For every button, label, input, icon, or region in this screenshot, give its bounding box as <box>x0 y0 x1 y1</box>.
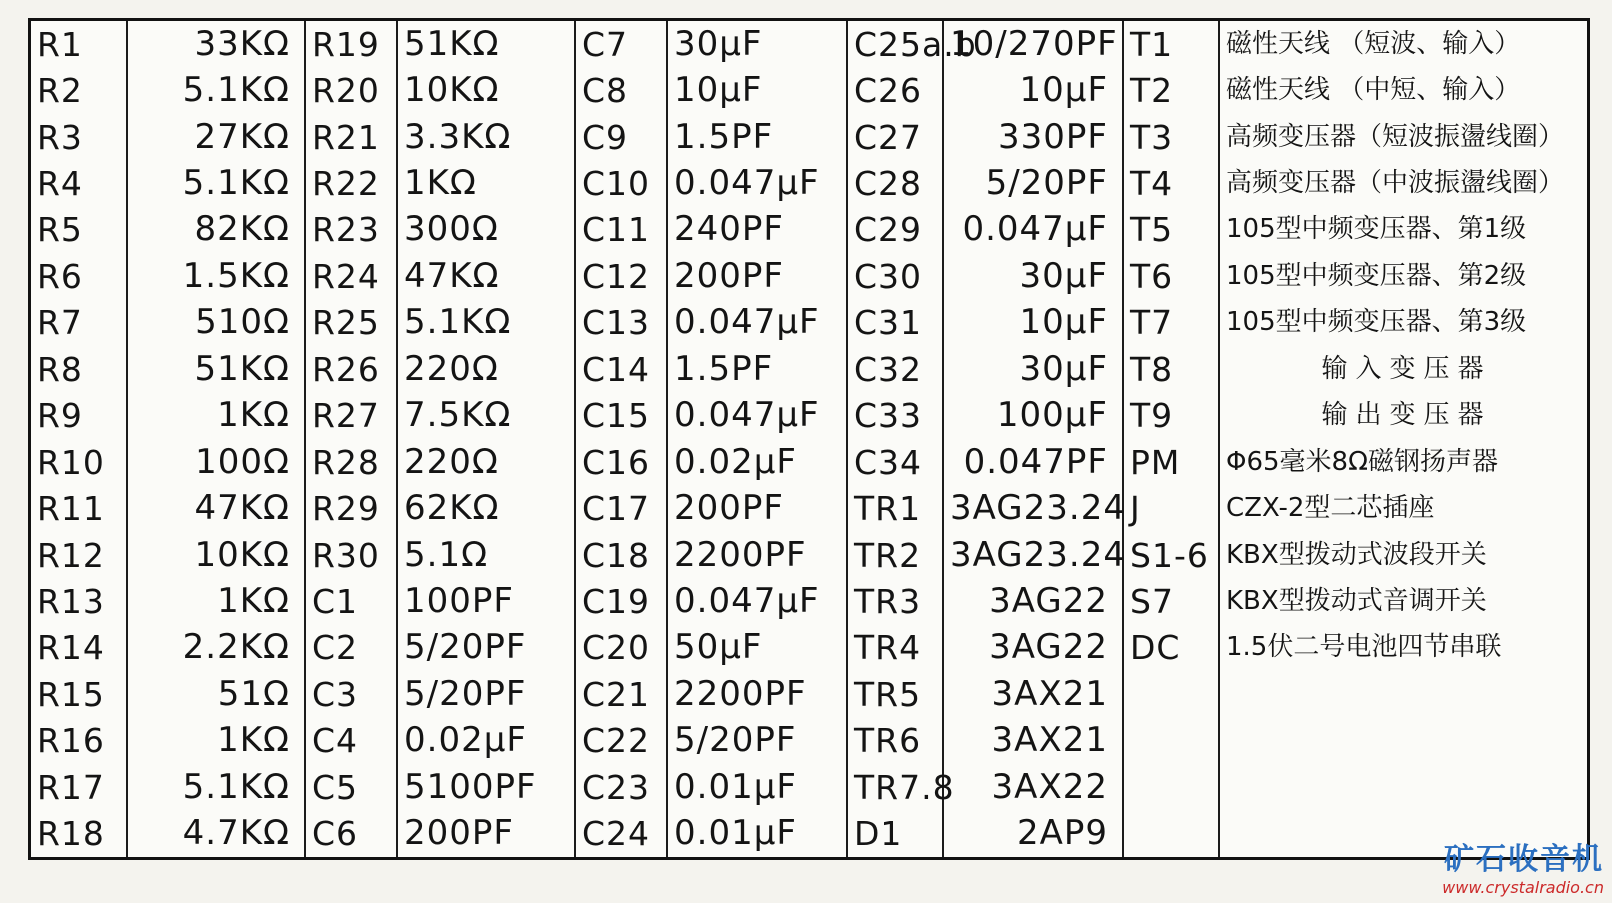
part-value: 4.7KΩ <box>127 810 305 857</box>
part-description: 磁性天线 （短波、输入） <box>1219 21 1593 67</box>
table-row <box>31 346 1593 392</box>
part-label: R6 <box>37 256 83 296</box>
part-label: R28 <box>305 439 397 485</box>
part-description: 高频变压器（中波振盪线圈） <box>1219 160 1593 206</box>
part-value: 3.3KΩ <box>397 114 575 160</box>
part-label: C34 <box>847 439 943 485</box>
part-description: 输出变压器 <box>1219 393 1593 439</box>
table-row <box>31 160 1593 206</box>
part-label: C33 <box>847 393 943 439</box>
part-value: 0.047μF <box>943 207 1123 253</box>
part-label <box>1123 671 1219 717</box>
part-label: R23 <box>305 207 397 253</box>
watermark-url: www.crystalradio.cn <box>1442 878 1604 897</box>
part-value: 1KΩ <box>127 578 305 624</box>
part-label: S1-6 <box>1123 532 1219 578</box>
part-value: 0.02μF <box>667 439 847 485</box>
part-label: C2 <box>305 625 397 671</box>
table-row <box>31 207 1593 253</box>
part-description: Φ65毫米8Ω磁钢扬声器 <box>1219 439 1593 485</box>
parts-table-body <box>31 21 1593 857</box>
table-row <box>31 67 1593 113</box>
part-value: 200PF <box>667 485 847 531</box>
part-label: C10 <box>575 160 667 206</box>
parts-list-sheet <box>28 18 1590 860</box>
part-description: 输入变压器 <box>1219 346 1593 392</box>
part-label: R17 <box>37 767 105 807</box>
part-label: C21 <box>575 671 667 717</box>
part-value: 33KΩ <box>127 21 305 67</box>
part-value: 47KΩ <box>397 253 575 299</box>
part-label: T7 <box>1123 300 1219 346</box>
part-value: 1KΩ <box>127 718 305 764</box>
part-label: R7 <box>37 303 83 343</box>
part-value: 5.1KΩ <box>127 160 305 206</box>
part-value: 10μF <box>943 67 1123 113</box>
part-label: TR1 <box>847 485 943 531</box>
table-row <box>31 253 1593 299</box>
part-value: 200PF <box>397 810 575 857</box>
part-label: R26 <box>305 346 397 392</box>
part-label: C13 <box>575 300 667 346</box>
part-label: C16 <box>575 439 667 485</box>
part-label: T5 <box>1123 207 1219 253</box>
part-value: 3AG22 <box>943 625 1123 671</box>
part-value: 100PF <box>397 578 575 624</box>
part-label: C32 <box>847 346 943 392</box>
part-label <box>1123 764 1219 810</box>
part-value: 10/270PF <box>943 21 1123 67</box>
part-value: 10μF <box>667 67 847 113</box>
part-label: T8 <box>1123 346 1219 392</box>
parts-table <box>31 21 1593 857</box>
part-label: R14 <box>37 628 105 668</box>
part-value: 5/20PF <box>397 671 575 717</box>
part-label: PM <box>1123 439 1219 485</box>
part-label: R16 <box>37 721 105 761</box>
part-value: 3AG23.24 <box>943 532 1123 578</box>
part-label: R22 <box>305 160 397 206</box>
part-description: 105型中频变压器、第3级 <box>1219 300 1593 346</box>
part-label: C27 <box>847 114 943 160</box>
table-row <box>31 393 1593 439</box>
part-description: 1.5伏二号电池四节串联 <box>1219 625 1593 671</box>
table-row <box>31 21 1593 67</box>
part-label: T4 <box>1123 160 1219 206</box>
part-value: 5.1KΩ <box>127 764 305 810</box>
part-label: C3 <box>305 671 397 717</box>
part-label: R21 <box>305 114 397 160</box>
part-value: 3AX21 <box>943 671 1123 717</box>
part-label: C7 <box>575 21 667 67</box>
part-description: CZX-2型二芯插座 <box>1219 485 1593 531</box>
part-label: T2 <box>1123 67 1219 113</box>
part-label: R27 <box>305 393 397 439</box>
part-value: 10KΩ <box>127 532 305 578</box>
part-label: C18 <box>575 532 667 578</box>
part-description: 105型中频变压器、第2级 <box>1219 253 1593 299</box>
part-value: 47KΩ <box>127 485 305 531</box>
part-label: C4 <box>305 718 397 764</box>
part-value: 51Ω <box>127 671 305 717</box>
part-label: R15 <box>37 674 105 714</box>
part-value: 3AX21 <box>943 718 1123 764</box>
part-label: T1 <box>1123 21 1219 67</box>
part-label: C15 <box>575 393 667 439</box>
part-value: 2200PF <box>667 532 847 578</box>
part-value: 5/20PF <box>943 160 1123 206</box>
part-label: C20 <box>575 625 667 671</box>
part-label: R8 <box>37 349 83 389</box>
part-description: KBX型拨动式音调开关 <box>1219 578 1593 624</box>
part-label: R20 <box>305 67 397 113</box>
part-description <box>1219 718 1593 764</box>
part-value: 5.1Ω <box>397 532 575 578</box>
part-label: R2 <box>37 71 83 111</box>
part-value: 240PF <box>667 207 847 253</box>
part-description: KBX型拨动式波段开关 <box>1219 532 1593 578</box>
part-label: C17 <box>575 485 667 531</box>
part-label: DC <box>1123 625 1219 671</box>
part-label: R5 <box>37 210 83 250</box>
part-value: 220Ω <box>397 346 575 392</box>
part-value: 1.5PF <box>667 114 847 160</box>
part-label: R13 <box>37 581 105 621</box>
part-label: C23 <box>575 764 667 810</box>
part-value: 30μF <box>943 253 1123 299</box>
part-value: 5.1KΩ <box>127 67 305 113</box>
part-value: 3AX22 <box>943 764 1123 810</box>
part-label: C12 <box>575 253 667 299</box>
part-label: C5 <box>305 764 397 810</box>
table-row <box>31 625 1593 671</box>
part-value: 510Ω <box>127 300 305 346</box>
part-label: C24 <box>575 810 667 857</box>
part-value: 0.01μF <box>667 810 847 857</box>
part-label: R12 <box>37 535 105 575</box>
part-value: 82KΩ <box>127 207 305 253</box>
table-row <box>31 718 1593 764</box>
part-value: 3AG23.24 <box>943 485 1123 531</box>
part-value: 1.5PF <box>667 346 847 392</box>
part-value: 0.047μF <box>667 300 847 346</box>
part-label: C28 <box>847 160 943 206</box>
part-label: C9 <box>575 114 667 160</box>
part-value: 0.047PF <box>943 439 1123 485</box>
part-label: J <box>1123 485 1219 531</box>
part-value: 30μF <box>667 21 847 67</box>
part-label: S7 <box>1123 578 1219 624</box>
watermark-title: 矿石收音机 <box>1444 842 1604 877</box>
part-label: C29 <box>847 207 943 253</box>
part-value: 62KΩ <box>397 485 575 531</box>
part-label: R1 <box>37 24 83 64</box>
table-row <box>31 810 1593 857</box>
part-label: R24 <box>305 253 397 299</box>
part-value: 2AP9 <box>943 810 1123 857</box>
part-label: R11 <box>37 489 105 529</box>
part-label: C31 <box>847 300 943 346</box>
part-value: 7.5KΩ <box>397 393 575 439</box>
part-value: 5/20PF <box>397 625 575 671</box>
table-row <box>31 114 1593 160</box>
part-label: R10 <box>37 442 105 482</box>
part-value: 5.1KΩ <box>397 300 575 346</box>
part-value: 0.047μF <box>667 578 847 624</box>
part-label: D1 <box>847 810 943 857</box>
part-label: R18 <box>37 814 105 854</box>
part-label: T6 <box>1123 253 1219 299</box>
part-label: TR2 <box>847 532 943 578</box>
part-description: 105型中频变压器、第1级 <box>1219 207 1593 253</box>
table-row <box>31 439 1593 485</box>
part-description <box>1219 671 1593 717</box>
part-label: TR7.8 <box>847 764 943 810</box>
part-value: 100Ω <box>127 439 305 485</box>
part-label: R9 <box>37 396 83 436</box>
part-label: C8 <box>575 67 667 113</box>
part-value: 2.2KΩ <box>127 625 305 671</box>
table-row <box>31 764 1593 810</box>
part-label: C19 <box>575 578 667 624</box>
part-label: TR4 <box>847 625 943 671</box>
part-value: 10μF <box>943 300 1123 346</box>
part-value: 27KΩ <box>127 114 305 160</box>
watermark <box>1442 834 1604 897</box>
part-label: T9 <box>1123 393 1219 439</box>
part-value: 5/20PF <box>667 718 847 764</box>
part-label: C26 <box>847 67 943 113</box>
part-value: 51KΩ <box>127 346 305 392</box>
part-label: T3 <box>1123 114 1219 160</box>
part-value: 0.047μF <box>667 393 847 439</box>
part-value: 0.01μF <box>667 764 847 810</box>
table-row <box>31 300 1593 346</box>
part-label: R3 <box>37 117 83 157</box>
part-value: 2200PF <box>667 671 847 717</box>
part-value: 50μF <box>667 625 847 671</box>
part-label: R19 <box>305 21 397 67</box>
part-label: C30 <box>847 253 943 299</box>
part-label: TR5 <box>847 671 943 717</box>
part-label: R30 <box>305 532 397 578</box>
table-row <box>31 485 1593 531</box>
part-value: 51KΩ <box>397 21 575 67</box>
part-label: C25a.b <box>847 21 943 67</box>
part-description: 高频变压器（短波振盪线圈） <box>1219 114 1593 160</box>
part-label: R29 <box>305 485 397 531</box>
table-row <box>31 578 1593 624</box>
part-label: TR6 <box>847 718 943 764</box>
part-label: C14 <box>575 346 667 392</box>
part-value: 30μF <box>943 346 1123 392</box>
part-label <box>1123 810 1219 857</box>
part-value: 3AG22 <box>943 578 1123 624</box>
table-row <box>31 532 1593 578</box>
part-value: 1KΩ <box>397 160 575 206</box>
part-label: TR3 <box>847 578 943 624</box>
part-value: 5100PF <box>397 764 575 810</box>
part-label: C6 <box>305 810 397 857</box>
part-value: 0.047μF <box>667 160 847 206</box>
table-row <box>31 671 1593 717</box>
part-value: 1.5KΩ <box>127 253 305 299</box>
part-value: 330PF <box>943 114 1123 160</box>
part-value: 10KΩ <box>397 67 575 113</box>
part-value: 100μF <box>943 393 1123 439</box>
part-label: C22 <box>575 718 667 764</box>
part-value: 220Ω <box>397 439 575 485</box>
part-label: C1 <box>305 578 397 624</box>
part-label: R4 <box>37 164 83 204</box>
part-label: R25 <box>305 300 397 346</box>
part-description: 磁性天线 （中短、输入） <box>1219 67 1593 113</box>
part-label <box>1123 718 1219 764</box>
part-value: 1KΩ <box>127 393 305 439</box>
part-label: C11 <box>575 207 667 253</box>
part-value: 200PF <box>667 253 847 299</box>
part-description <box>1219 764 1593 810</box>
part-value: 0.02μF <box>397 718 575 764</box>
part-value: 300Ω <box>397 207 575 253</box>
